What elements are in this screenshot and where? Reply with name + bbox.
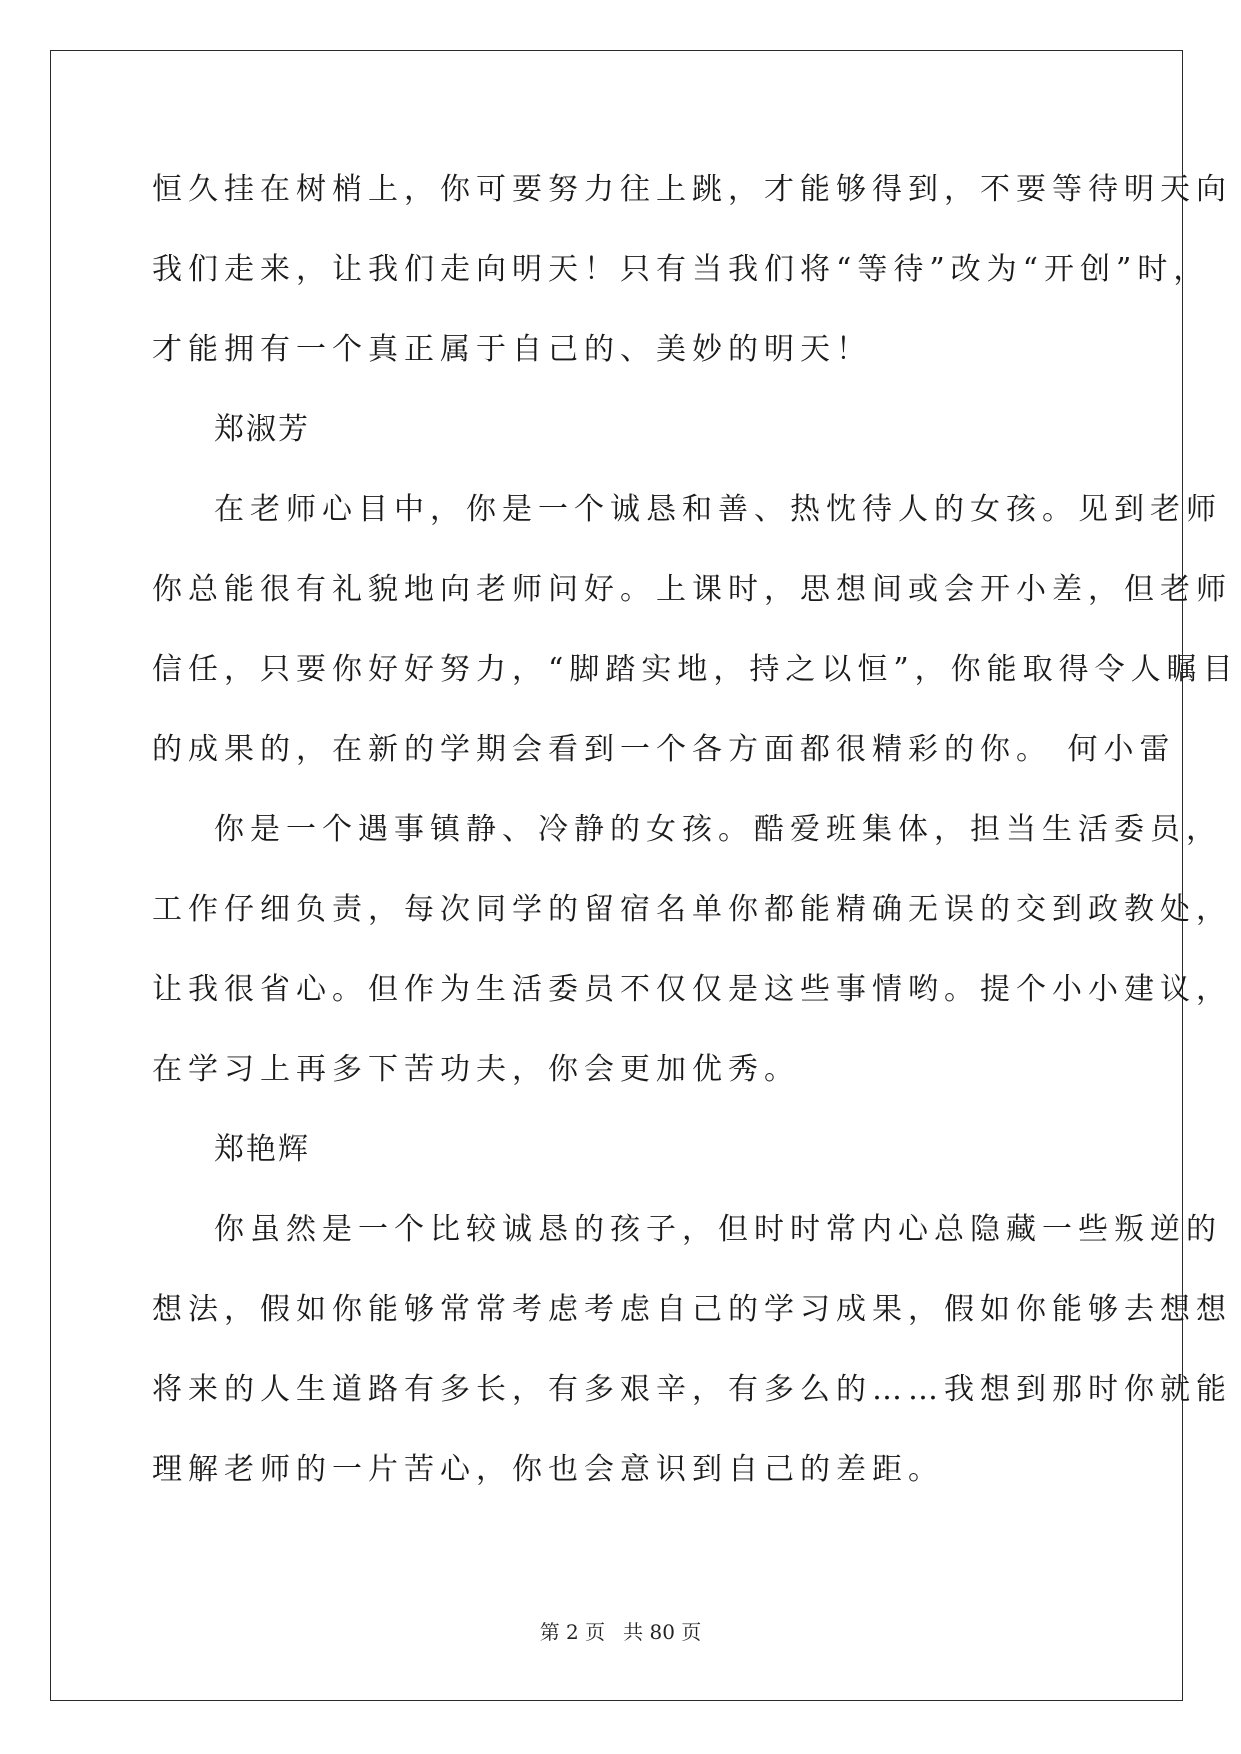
text-line: 工作仔细负责，每次同学的留宿名单你都能精确无误的交到政教处， [152, 892, 1232, 927]
text-line: 想法，假如你能够常常考虑考虑自己的学习成果，假如你能够去想想 [152, 1292, 1232, 1327]
text-line: 恒久挂在树梢上，你可要努力往上跳，才能够得到，不要等待明天向 [152, 172, 1232, 207]
text-line: 我们走来，让我们走向明天！只有当我们将“等待”改为“开创”时， [152, 252, 1210, 287]
student-name: 郑艳辉 [214, 1132, 310, 1167]
page-total: 共 80 页 [623, 1620, 702, 1644]
text-line: 理解老师的一片苦心，你也会意识到自己的差距。 [152, 1452, 944, 1487]
paragraph-start-line: 在老师心目中，你是一个诚恳和善、热忱待人的女孩。见到老师 [214, 492, 1222, 527]
document-body [152, 150, 1239, 1510]
text-line: 让我很省心。但作为生活委员不仅仅是这些事情哟。提个小小建议， [152, 972, 1232, 1007]
paragraph-start-line: 你虽然是一个比较诚恳的孩子，但时时常内心总隐藏一些叛逆的 [214, 1212, 1222, 1247]
page-number: 第 2 页 [539, 1620, 606, 1644]
text-line: 才能拥有一个真正属于自己的、美妙的明天！ [152, 332, 872, 367]
paragraph-start-line: 你是一个遇事镇静、冷静的女孩。酷爱班集体，担当生活委员， [214, 812, 1222, 847]
text-line: 信任，只要你好好努力，“脚踏实地，持之以恒”，你能取得令人瞩目 [152, 652, 1239, 687]
text-line: 在学习上再多下苦功夫，你会更加优秀。 [152, 1052, 800, 1087]
text-line: 你总能很有礼貌地向老师问好。上课时，思想间或会开小差，但老师 [152, 572, 1232, 607]
text-line: 的成果的，在新的学期会看到一个各方面都很精彩的你。 何小雷 [152, 732, 1176, 767]
student-name: 郑淑芳 [214, 412, 310, 447]
page-footer [0, 1616, 1241, 1645]
text-line: 将来的人生道路有多长，有多艰辛，有多么的……我想到那时你就能 [152, 1372, 1232, 1407]
